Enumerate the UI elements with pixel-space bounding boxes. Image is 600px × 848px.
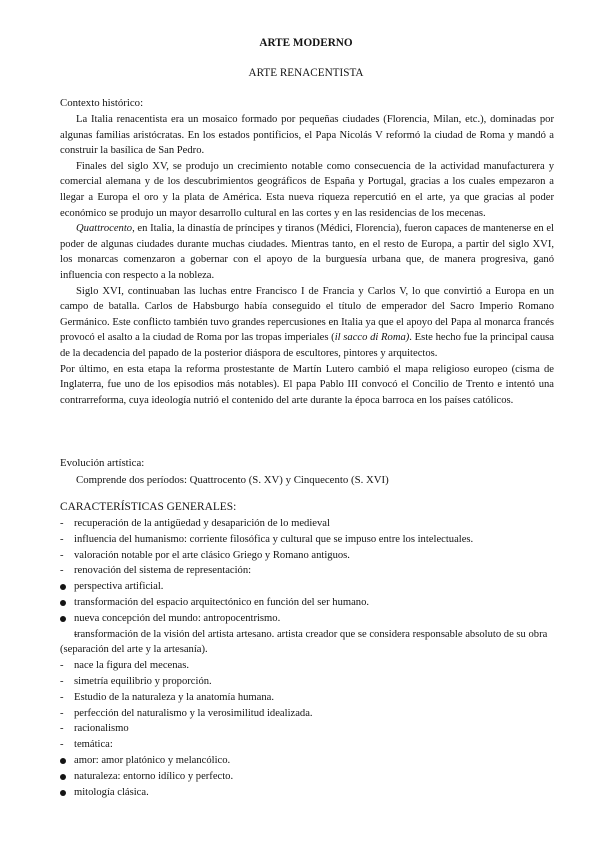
- characteristics-item: [60, 674, 560, 690]
- context-paragraph-3: [60, 221, 554, 283]
- characteristics-item: [60, 516, 560, 532]
- characteristics-item: [60, 627, 560, 659]
- characteristics-item: [60, 579, 560, 595]
- bullet-dash-icon: [60, 516, 70, 532]
- characteristics-item-text: simetría equilibrio y proporción.: [74, 675, 212, 687]
- document-title: ARTE MODERNO: [259, 37, 353, 49]
- characteristics-item-text: temática:: [74, 739, 113, 751]
- characteristics-item-text: perspectiva artificial.: [74, 581, 164, 593]
- characteristics-item-text: racionalismo: [74, 723, 129, 735]
- context-paragraph-4: [60, 284, 554, 362]
- document-subtitle: ARTE RENACENTISTA: [248, 67, 364, 79]
- quattrocento-term: Quattrocento: [76, 223, 133, 235]
- characteristics-item: [60, 563, 560, 579]
- bullet-dash-icon: [60, 532, 70, 548]
- characteristics-item: [60, 737, 560, 753]
- characteristics-item-text: nueva concepción del mundo: antropocentrismo.: [74, 612, 281, 624]
- characteristics-item-text: recuperación de la antigüedad y desaparición de lo medieval: [74, 518, 330, 529]
- characteristics-item-text: mitología clásica.: [74, 786, 149, 798]
- characteristics-item: [60, 611, 560, 627]
- context-paragraph-4-a: Siglo XVI, continuaban las luchas entre Francisco I de Francia y Carlos V, lo que convirtió a Europa en un campo de batalla. Carlos de Habsburgo había conseguido el título de emperador del Sacro Imperio Romano Germánico. Este conflicto también tuvo grandes repercusiones en Italia ya que el apoyo del Papa al monarca francés provocó el asalto a la ciudad de Roma por las tropas imperiales (: [60, 285, 554, 344]
- context-body: [60, 112, 554, 408]
- characteristics-item: [60, 658, 560, 674]
- characteristics-item: [60, 706, 560, 722]
- characteristics-item-text: valoración notable por el arte clásico Griego y Romano antiguos.: [74, 549, 350, 561]
- characteristics-item-text: influencia del humanismo: corriente filosófica y cultural que se impuso entre los intelectuales.: [74, 533, 474, 545]
- bullet-dash-icon: [60, 737, 70, 753]
- evolution-periods: Comprende dos períodos: Quattrocento (S. XV) y Cinquecento (S. XVI): [76, 474, 389, 486]
- characteristics-item-text: Estudio de la naturaleza y la anatomía humana.: [74, 691, 275, 703]
- context-paragraph-1: La Italia renacentista era un mosaico formado por pequeñas ciudades (Florencia, Milan, etc.), dominadas por algunas familias aristócratas. En los estados pontificios, el Papa Nicolás V reformó la ciudad de Roma y mandó a construir la basílica de San Pedro.: [60, 114, 554, 157]
- characteristics-item: [60, 595, 560, 611]
- bullet-dash-icon: [60, 627, 70, 643]
- bullet-dash-icon: [60, 721, 70, 737]
- bullet-dash-icon: [60, 674, 70, 690]
- characteristics-item: [60, 690, 560, 706]
- characteristics-item-text: perfección del naturalismo y la verosimilitud idealizada.: [74, 707, 313, 719]
- context-paragraph-3-rest: , en Italia, la dinastía de príncipes y tiranos (Médici, Florencia), fueron capaces de mantenerse en el poder de algunas ciudades durante muchas ciudades. Mientras tanto, en el resto de Europa, a partir del siglo XVI, los monarcas comenzaron a gobernar con el apoyo de la burguesía urbana que, de manera progresiva, ganó influencia con respecto a la nobleza.: [60, 223, 554, 281]
- characteristics-item-text: naturaleza: entorno idílico y perfecto.: [74, 770, 234, 782]
- characteristics-item-text: renovación del sistema de representación:: [74, 565, 252, 577]
- context-paragraph-5: Por último, en esta etapa la reforma prostestante de Martín Lutero cambió el mapa religioso europeo (cisma de Inglaterra, fue uno de los episodios más notables). El papa Pablo III convocó el Concilio de Trento e intentó una contrarreforma, cuya ideología nutrió el contenido del arte durante la época barroca en los países católicos.: [60, 363, 554, 406]
- characteristics-item-text: nace la figura del mecenas.: [74, 660, 189, 672]
- bullet-dash-icon: [60, 548, 70, 564]
- sacco-di-roma-term: il sacco di Roma): [334, 332, 410, 344]
- characteristics-item-text: transformación del espacio arquitectónico en función del ser humano.: [74, 596, 370, 608]
- evolution-heading: Evolución artística:: [60, 457, 145, 469]
- bullet-dash-icon: [60, 690, 70, 706]
- context-paragraph-4-b: . Este hecho fue la principal causa de la decadencia del papado de la posterior diáspora de escultores, pintores y arquitectos.: [60, 332, 554, 359]
- bullet-dash-icon: [60, 563, 70, 579]
- context-heading: Contexto histórico:: [60, 97, 144, 109]
- bullet-dash-icon: [60, 706, 70, 722]
- characteristics-item-text: transformación de la visión del artista artesano. artista creador que se considera responsable absoluto de su obra (separación del arte y la artesanía).: [60, 628, 548, 656]
- characteristics-item-text: amor: amor platónico y melancólico.: [74, 754, 231, 766]
- characteristics-item: [60, 532, 560, 548]
- characteristics-item: [60, 753, 560, 769]
- characteristics-item: [60, 721, 560, 737]
- bullet-dash-icon: [60, 658, 70, 674]
- characteristics-item: [60, 548, 560, 564]
- context-paragraph-2: Finales del siglo XV, se produjo un crecimiento notable como consecuencia de la actividad manufacturera y comercial alemana y de los descubrimientos geográficos de España y Portugal, gracias a los cuales empezaron a llegar a Europa el oro y la plata de América. Esta nueva riqueza repercutió en el arte, ya que gracias al poder económico se produjo un mayor desarrollo cultural en las cortes y en las residencias de los mecenas.: [60, 160, 554, 219]
- characteristics-heading: CARACTERÍSTICAS GENERALES:: [60, 501, 237, 513]
- characteristics-item: [60, 785, 560, 801]
- characteristics-item: [60, 769, 560, 785]
- characteristics-list: [60, 516, 560, 800]
